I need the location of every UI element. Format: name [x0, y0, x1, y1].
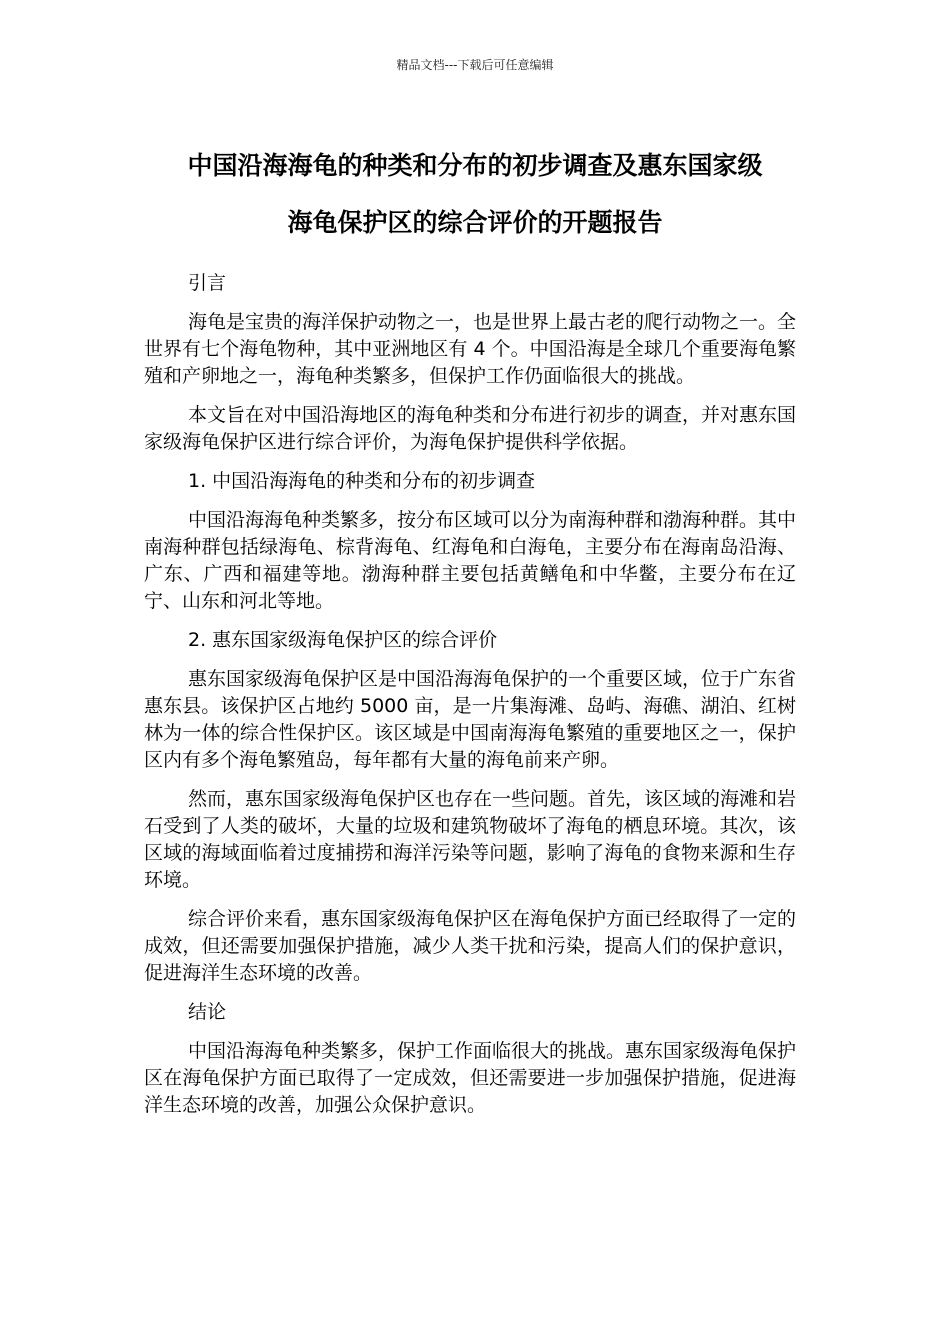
- title-line-1: 中国沿海海龟的种类和分布的初步调查及惠东国家级: [187, 151, 763, 180]
- heading-section-2: 2. 惠东国家级海龟保护区的综合评价: [188, 629, 498, 651]
- paragraph-intro-2: 本文旨在对中国沿海地区的海龟种类和分布进行初步的调查，并对惠东国家级海龟保护区进行综合评价，为海龟保护提供科学依据。: [144, 404, 797, 453]
- document-body: [144, 270, 796, 1131]
- heading-section-1: 1. 中国沿海海龟的种类和分布的初步调查: [188, 470, 536, 492]
- paragraph-section-2-b: 然而，惠东国家级海龟保护区也存在一些问题。首先，该区域的海滩和岩石受到了人类的破坏，大量的垃圾和建筑物破坏了海龟的栖息环境。其次，该区域的海域面临着过度捕捞和海洋污染等问题，影响了海龟的食物来源和生存环境。: [144, 788, 797, 891]
- heading-conclusion: 结论: [188, 1001, 227, 1023]
- document-title: [120, 137, 830, 251]
- heading-introduction: 引言: [188, 272, 227, 294]
- paragraph-section-2-c: 综合评价来看，惠东国家级海龟保护区在海龟保护方面已经取得了一定的成效，但还需要加强保护措施，减少人类干扰和污染，提高人们的保护意识，促进海洋生态环境的改善。: [144, 908, 797, 984]
- page-header: 精品文档---下载后可任意编辑: [396, 58, 554, 72]
- title-line-2: 海龟保护区的综合评价的开题报告: [287, 208, 663, 237]
- paragraph-intro-1: 海龟是宝贵的海洋保护动物之一，也是世界上最古老的爬行动物之一。全世界有七个海龟物种，其中亚洲地区有 4 个。中国沿海是全球几个重要海龟繁殖和产卵地之一，海龟种类繁多，但保护工作仍面临很大的挑战。: [144, 311, 797, 387]
- paragraph-conclusion: 中国沿海海龟种类繁多，保护工作面临很大的挑战。惠东国家级海龟保护区在海龟保护方面已取得了一定成效，但还需要进一步加强保护措施，促进海洋生态环境的改善，加强公众保护意识。: [144, 1040, 797, 1116]
- paragraph-section-2-a: 惠东国家级海龟保护区是中国沿海海龟保护的一个重要区域，位于广东省惠东县。该保护区占地约 5000 亩，是一片集海滩、岛屿、海礁、湖泊、红树林为一体的综合性保护区。该区域是中国南海海龟繁殖的重要地区之一，保护区内有多个海龟繁殖岛，每年都有大量的海龟前来产卵。: [144, 668, 797, 771]
- paragraph-section-1: 中国沿海海龟种类繁多，按分布区域可以分为南海种群和渤海种群。其中南海种群包括绿海龟、棕背海龟、红海龟和白海龟，主要分布在海南岛沿海、广东、广西和福建等地。渤海种群主要包括黄鳝龟和中华鳖，主要分布在辽宁、山东和河北等地。: [144, 509, 797, 612]
